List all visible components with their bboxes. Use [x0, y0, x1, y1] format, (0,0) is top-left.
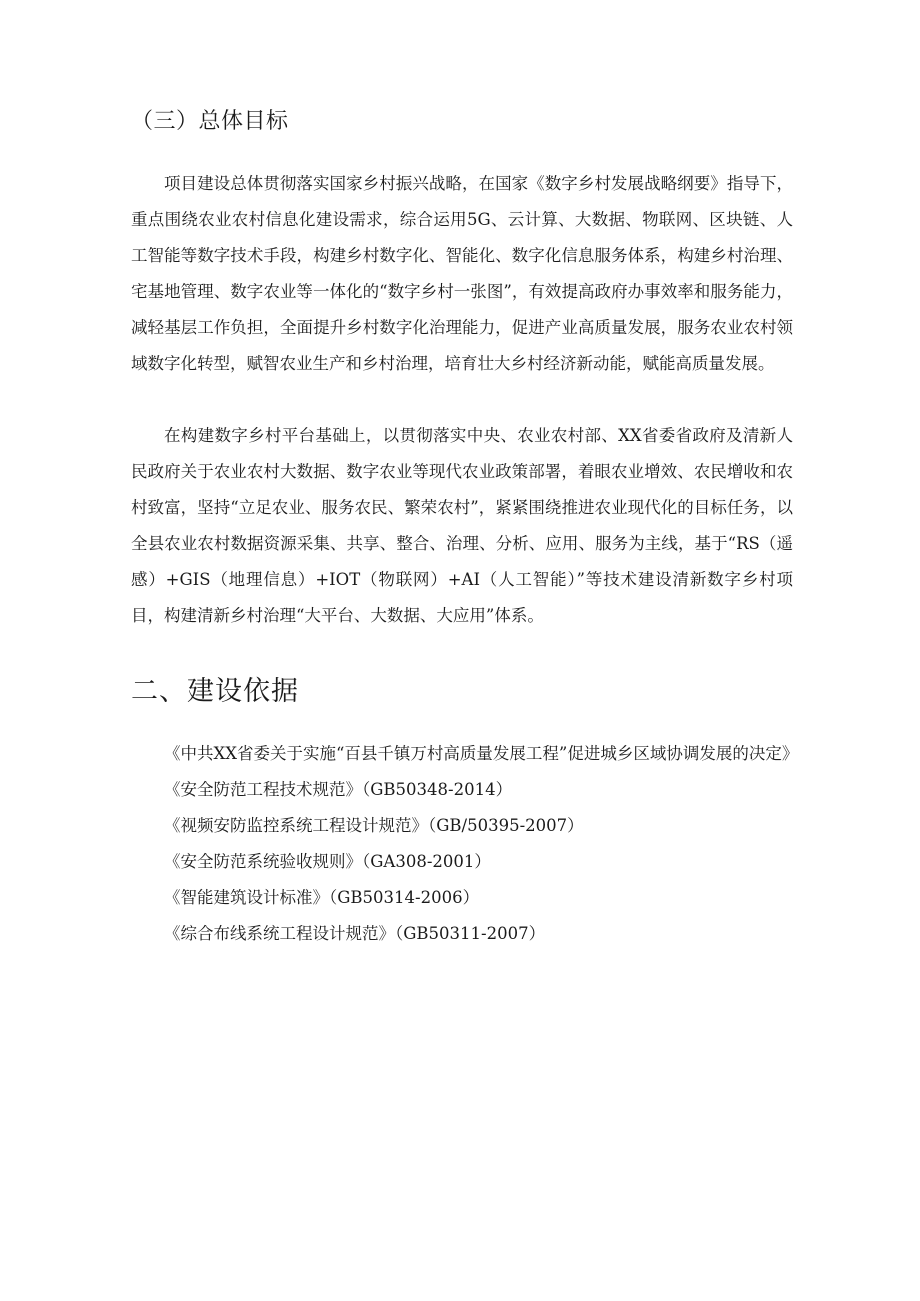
- reference-item: 《安全防范工程技术规范》（GB50348-2014）: [164, 780, 513, 799]
- reference-list: [131, 736, 799, 952]
- subsection-heading: （三）总体目标: [131, 109, 289, 134]
- reference-item: 《智能建筑设计标准》（GB50314-2006）: [164, 888, 480, 907]
- reference-item: 《综合布线系统工程设计规范》（GB50311-2007）: [164, 924, 546, 943]
- body-paragraph-overall-goal: 项目建设总体贯彻落实国家乡村振兴战略，在国家《数字乡村发展战略纲要》指导下，重点围绕农业农村信息化建设需求，综合运用5G、云计算、大数据、物联网、区块链、人工智能等数字技术手段，构建乡村数字化、智能化、数字化信息服务体系，构建乡村治理、宅基地管理、数字农业等一体化的“数字乡村一张图”，有效提高政府办事效率和服务能力，减轻基层工作负担，全面提升乡村数字化治理能力，促进产业高质量发展，服务农业农村领域数字化转型，赋智农业生产和乡村治理，培育壮大乡村经济新动能，赋能高质量发展。: [131, 174, 793, 373]
- reference-item: 《视频安防监控系统工程设计规范》（GB/50395-2007）: [164, 816, 584, 835]
- reference-item: 《中共XX省委关于实施“百县千镇万村高质量发展工程”促进城乡区域协调发展的决定》: [164, 744, 799, 763]
- reference-item: 《安全防范系统验收规则》（GA308-2001）: [164, 852, 491, 871]
- body-paragraph-platform: 在构建数字乡村平台基础上，以贯彻落实中央、农业农村部、XX省委省政府及清新人民政府关于农业农村大数据、数字农业等现代农业政策部署，着眼农业增效、农民增收和农村致富，坚持“立足农业、服务农民、繁荣农村”，紧紧围绕推进农业现代化的目标任务，以全县农业农村数据资源采集、共享、整合、治理、分析、应用、服务为主线，基于“RS（遥感）+GIS（地理信息）+IOT（物联网）+AI（人工智能）”等技术建设清新数字乡村项目，构建清新乡村治理“大平台、大数据、大应用”体系。: [131, 426, 793, 625]
- section-heading: 二、建设依据: [131, 676, 299, 707]
